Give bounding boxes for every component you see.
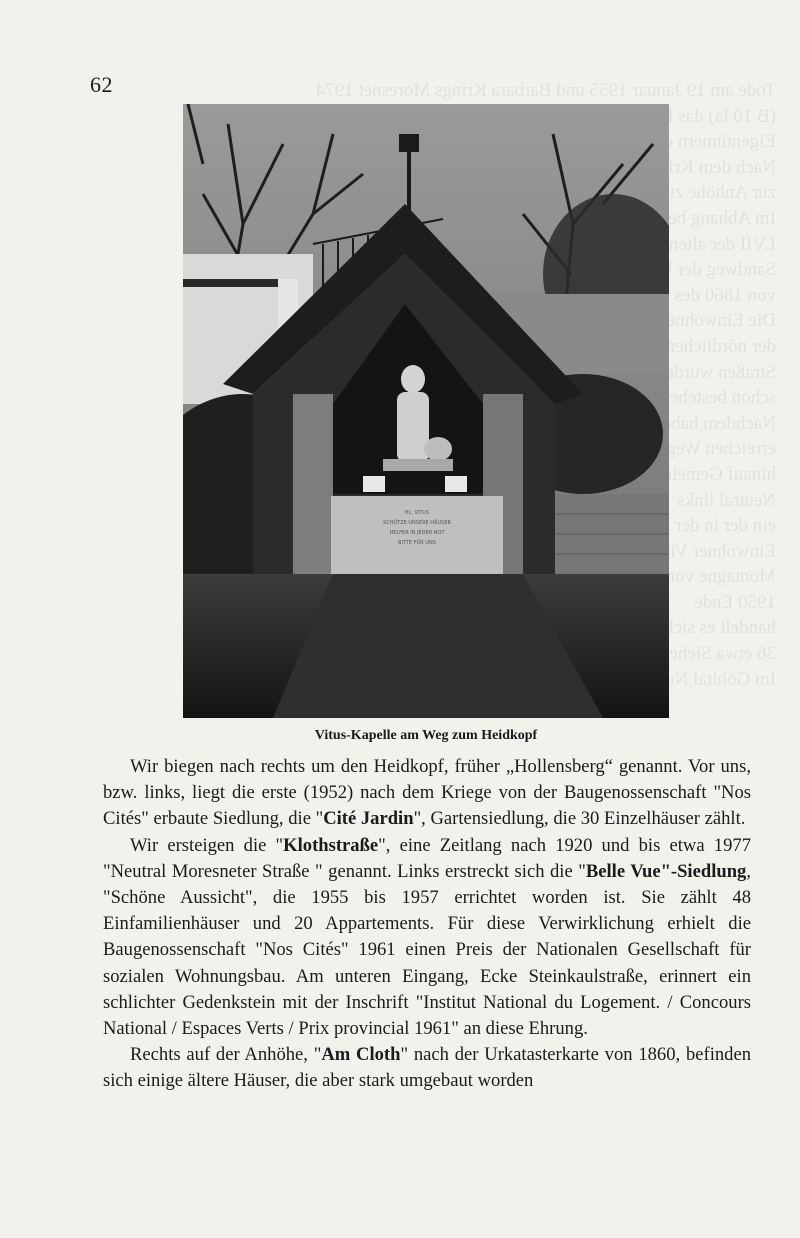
svg-text:HELFER IN JEDER NOT: HELFER IN JEDER NOT	[389, 530, 445, 536]
chapel-photo	[183, 104, 669, 718]
bold-term-klothstrasse: Klothstraße	[283, 834, 379, 856]
bold-term-am-cloth: Am Cloth	[321, 1044, 401, 1066]
page-number: 62	[90, 72, 113, 97]
svg-text:BITTE FÜR UNS: BITTE FÜR UNS	[398, 540, 436, 546]
svg-text:HL. VITUS: HL. VITUS	[404, 510, 430, 516]
bold-term-cite-jardin: Cité Jardin	[323, 808, 414, 830]
paragraph-2: Wir ersteigen die "Klothstraße", eine Zeitlang nach 1920 und bis etwa 1977 "Neutral Moresneter Straße " genannt. Links erstreckt sich die "Belle Vue"-Siedlung, "Schöne Aussicht", die 1955 bis 1957 errichtet worden ist. Sie zählt 48 Einfamilienhäuser und 20 Appartements. Für diese Verwirklichung erhielt die Baugenossenschaft "Nos Cités" 1961 einen Preis der Nationalen Gesellschaft für sozialen Wohnungsbau. Am unteren Eingang, Ecke Steinkaulstraße, erinnert ein schlichter Gedenkstein mit der Inschrift "Institut National du Logement. / Concours National / Espaces Verts / Prix provincial 1961" an diese Ehrung.	[103, 834, 751, 1040]
page-bleed-through: Tode am 19 Januar 1955 und Barbara Krings Moresnet 1974 (B 10 la) das Eigentümern Nach dem zur Anhöhe Im Abhang LVII der alten Sandweg der von 1860 des Die Einwohner der nördlichen Straßen wurden schon bestehenden Nachdem haben erreichen Weg hinauf Gemeinden Neutral links ein der in der Einwohner Montagne von 1950 Ende handelt es sich 36 etwa Siehe Im Göhltal Nr	[315, 80, 776, 690]
bold-term-belle-vue: Belle Vue"-Siedlung	[585, 860, 747, 882]
svg-text:SCHÜTZE UNSERE HÄUSER: SCHÜTZE UNSERE HÄUSER	[383, 520, 451, 526]
body-text	[103, 754, 751, 1095]
chapel-photo-icon	[183, 104, 669, 718]
paragraph-3: Rechts auf der Anhöhe, "Am Cloth" nach der Urkatasterkarte von 1860, befinden sich einige ältere Häuser, die aber stark umgebaut worden	[103, 1044, 751, 1092]
paragraph-1: Wir biegen nach rechts um den Heidkopf, früher „Hollensberg“ genannt. Vor uns, bzw. links, liegt die erste (1952) nach dem Kriege von der Baugenossenschaft "Nos Cités" erbaute Siedlung, die "Cité Jardin", Gartensiedlung, die 30 Einzelhäuser zählt.	[103, 756, 751, 830]
photo-caption: Vitus-Kapelle am Weg zum Heidkopf	[314, 728, 538, 743]
